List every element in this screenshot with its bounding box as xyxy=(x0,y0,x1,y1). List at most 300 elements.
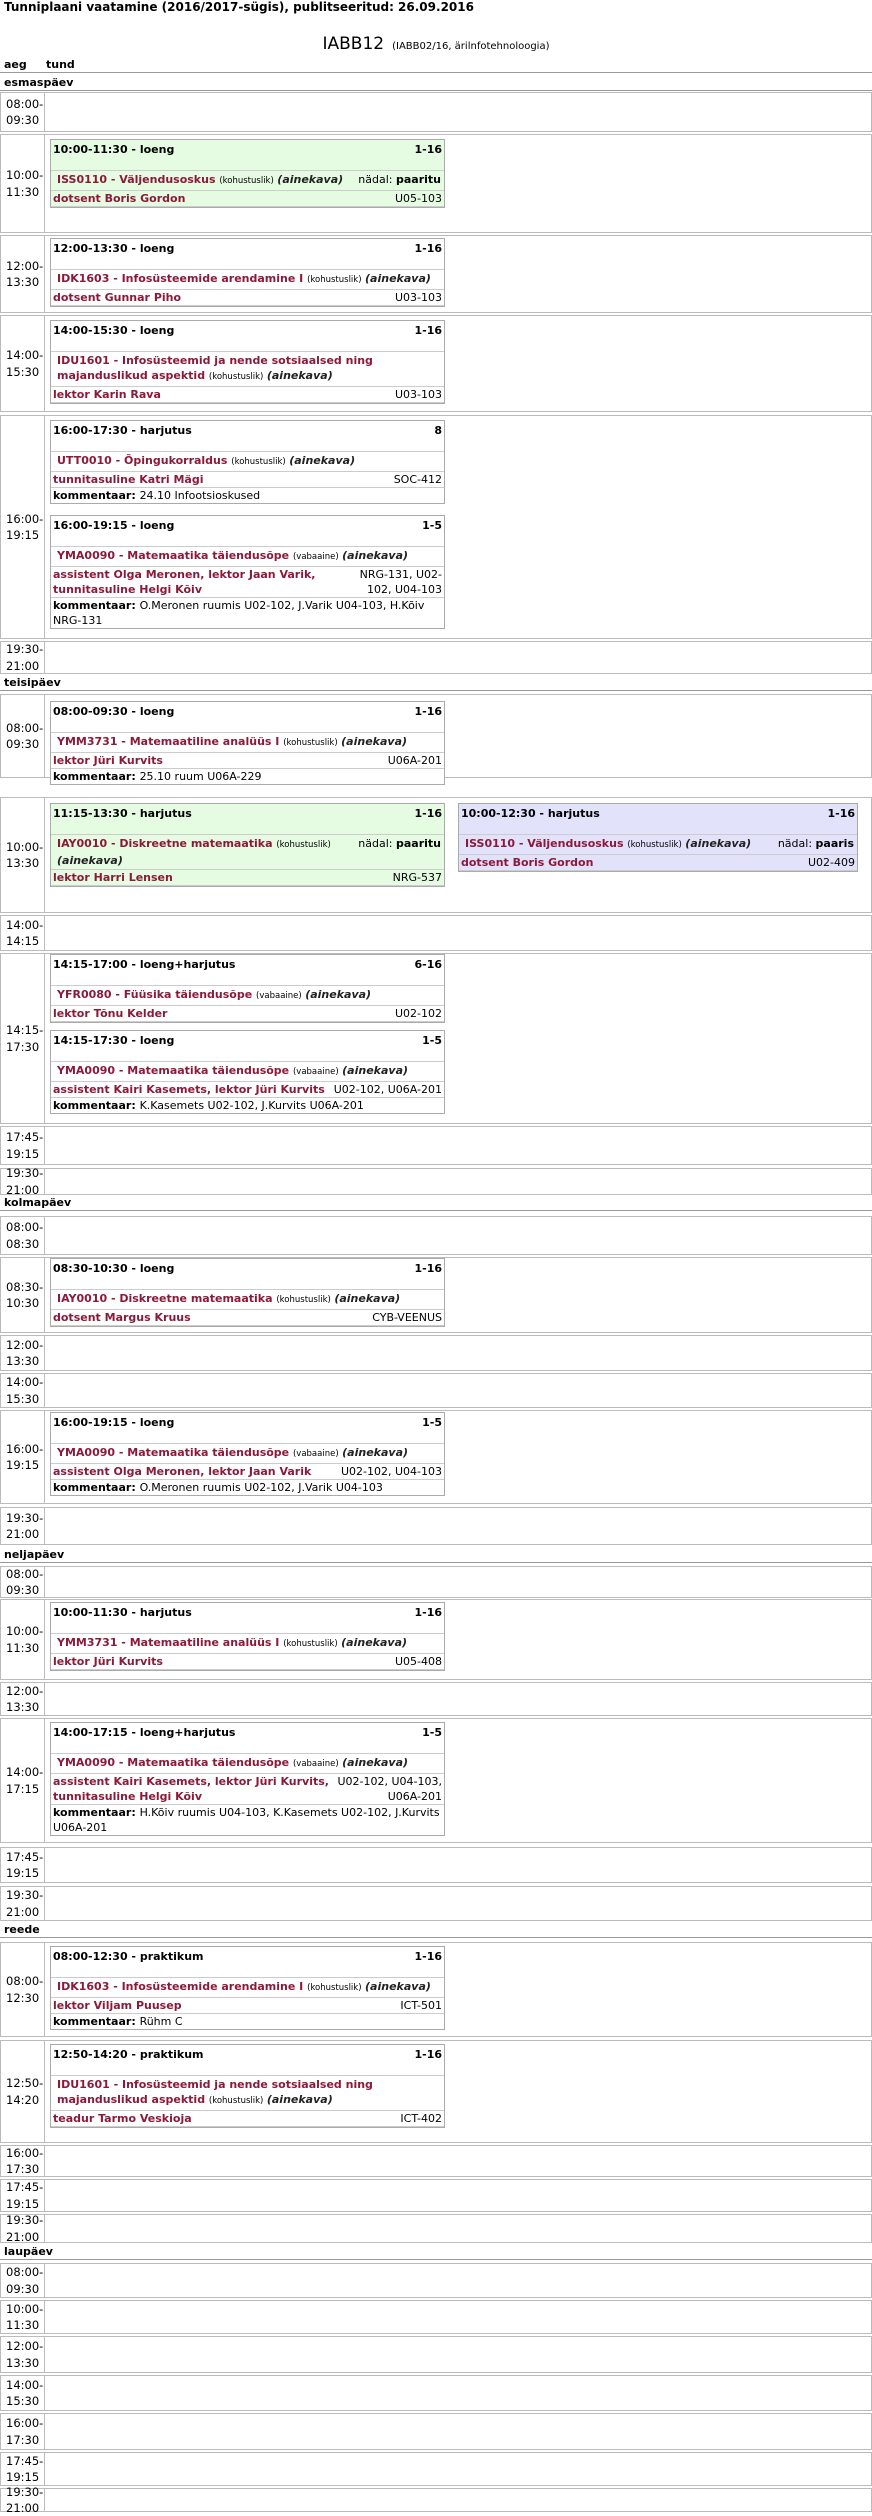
lesson-spacer xyxy=(51,1742,444,1754)
comment: kommentaar: O.Meronen ruumis U02-102, J.Varik U04-103, H.Kõiv NRG-131 xyxy=(53,599,425,627)
day-label-reede: reede xyxy=(4,1923,40,1936)
lesson-card[interactable] xyxy=(50,803,445,887)
time-slot xyxy=(0,915,872,951)
time-slot xyxy=(0,1216,872,1255)
curriculum-link[interactable]: (ainekava) xyxy=(334,1292,401,1305)
lesson-weeks: 1-16 xyxy=(414,2048,442,2061)
curriculum-link[interactable]: (ainekava) xyxy=(365,272,431,285)
week-label: nädal: xyxy=(358,173,396,186)
teacher-link[interactable]: tunnitasuline Katri Mägi xyxy=(53,473,204,486)
lesson-header xyxy=(51,1723,444,1742)
teacher-link[interactable]: dotsent Gunnar Piho xyxy=(53,291,182,304)
lesson-card[interactable] xyxy=(50,1602,445,1671)
lesson-time-type: 10:00-12:30 - harjutus xyxy=(461,807,600,820)
comment-label: kommentaar: xyxy=(53,599,140,612)
lesson-spacer xyxy=(51,1432,444,1444)
teacher-link[interactable]: lektor Viljam Puusep xyxy=(53,1999,182,2012)
slot-time-end: 11:30 xyxy=(6,184,40,199)
time-slot xyxy=(0,2214,872,2243)
slot-time-end: 19:15 xyxy=(6,1458,40,1472)
teacher-link[interactable]: lektor Harri Lensen xyxy=(53,871,173,884)
slot-time xyxy=(1,916,45,950)
slot-time xyxy=(1,1258,45,1332)
slot-time-start: 12:00- xyxy=(6,1683,44,1698)
lesson-time-type: 08:30-10:30 - loeng xyxy=(53,1262,175,1275)
lesson-weeks: 1-16 xyxy=(414,705,442,718)
day-divider xyxy=(0,1210,872,1211)
slot-time-end: 08:30 xyxy=(6,1236,40,1251)
teacher-row xyxy=(51,387,444,403)
subject-info xyxy=(57,1635,407,1652)
slot-time xyxy=(1,642,45,673)
teacher-link[interactable]: lektor Jüri Kurvits xyxy=(53,754,163,767)
subject-link[interactable]: YMA0090 - Matemaatika täiendusõpe xyxy=(57,1064,293,1077)
subject-row xyxy=(51,986,444,1006)
teacher-row xyxy=(51,567,444,598)
slot-time-end: 13:30 xyxy=(6,856,40,870)
time-slot xyxy=(0,2375,872,2411)
slot-time-end: 12:30 xyxy=(6,1990,40,2005)
lesson-spacer xyxy=(459,823,857,835)
slot-time-start: 19:30- xyxy=(6,1888,44,1903)
subject-info xyxy=(57,453,355,470)
slot-time xyxy=(1,2215,45,2242)
subject-row xyxy=(51,270,444,290)
group-heading xyxy=(0,34,872,55)
room-label: U02-409 xyxy=(807,856,855,869)
subject-info xyxy=(57,172,343,189)
subject-row xyxy=(51,547,444,567)
day-label-teisipäev: teisipäev xyxy=(4,676,61,689)
lesson-spacer xyxy=(51,1966,444,1978)
subject-link[interactable]: IDK1603 - Infosüsteemide arendamine I xyxy=(57,272,308,285)
room-label: U03-103 xyxy=(394,388,442,401)
slot-time-end: 13:30 xyxy=(6,1354,40,1368)
slot-time xyxy=(1,93,45,131)
lesson-spacer xyxy=(51,258,444,270)
subject-attribute: (kohustuslik) xyxy=(231,457,286,467)
lesson-time-type: 08:00-09:30 - loeng xyxy=(53,705,175,718)
curriculum-link[interactable]: (ainekava) xyxy=(289,454,356,467)
slot-time-start: 10:00- xyxy=(6,2301,44,2316)
lesson-card[interactable] xyxy=(458,803,858,872)
curriculum-link[interactable]: (ainekava) xyxy=(305,988,372,1001)
teacher-row xyxy=(51,290,444,306)
curriculum-link[interactable]: (ainekava) xyxy=(342,1446,409,1459)
time-slot xyxy=(0,1886,872,1921)
lesson-weeks: 1-16 xyxy=(414,324,442,337)
lesson-card[interactable] xyxy=(50,320,445,404)
subject-link[interactable]: ISS0110 - Väljendusoskus xyxy=(465,837,628,850)
lesson-weeks: 1-16 xyxy=(414,1606,442,1619)
subject-info xyxy=(57,1979,431,1996)
subject-info xyxy=(57,987,371,1004)
lesson-time-type: 14:00-15:30 - loeng xyxy=(53,324,175,337)
subject-info xyxy=(465,836,751,853)
subject-attribute: (kohustuslik) xyxy=(276,840,331,850)
subject-link[interactable]: UTT0010 - Õpingukorraldus xyxy=(57,454,232,467)
room-label: NRG-537 xyxy=(392,871,442,884)
lesson-header xyxy=(51,804,444,823)
teacher-link[interactable]: dotsent Margus Kruus xyxy=(53,1311,191,1324)
slot-time-end: 11:30 xyxy=(6,2318,40,2332)
slot-time-start: 16:00- xyxy=(6,2416,44,2431)
subject-attribute: (vabaaine) xyxy=(292,1449,339,1459)
slot-time-end: 13:30 xyxy=(6,2355,40,2370)
curriculum-link[interactable]: (ainekava) xyxy=(266,369,333,382)
lesson-weeks: 1-5 xyxy=(422,1034,442,1047)
slot-time xyxy=(1,236,45,312)
lesson-time-type: 14:15-17:30 - loeng xyxy=(53,1034,175,1047)
curriculum-link[interactable]: (ainekava) xyxy=(266,2093,333,2106)
time-slot xyxy=(0,1847,872,1883)
lesson-card[interactable] xyxy=(50,954,445,1023)
subject-link[interactable]: ISS0110 - Väljendusoskus xyxy=(57,173,220,186)
lesson-time-type: 16:00-19:15 - loeng xyxy=(53,1416,175,1429)
slot-time-start: 14:00- xyxy=(6,1375,44,1390)
lesson-spacer xyxy=(51,1050,444,1062)
comment-label: kommentaar: xyxy=(53,1806,140,1819)
subject-info xyxy=(57,271,431,288)
time-slot xyxy=(0,2452,872,2486)
room-label: U03-103 xyxy=(394,291,442,304)
slot-time-end: 19:15 xyxy=(6,2470,40,2484)
time-slot xyxy=(0,2484,872,2515)
lesson-time-type: 10:00-11:30 - harjutus xyxy=(53,1606,192,1619)
slot-time-start: 08:00- xyxy=(6,1220,44,1235)
comment: kommentaar: 25.10 ruum U06A-229 xyxy=(53,770,262,783)
teacher-row xyxy=(51,1774,444,1805)
day-divider xyxy=(0,1937,872,1938)
subject-info xyxy=(57,353,441,385)
lesson-card[interactable] xyxy=(50,139,445,208)
slot-time xyxy=(1,2337,45,2372)
subject-attribute: (vabaaine) xyxy=(292,552,339,562)
lesson-spacer xyxy=(51,159,444,171)
subject-link[interactable]: YMA0090 - Matemaatika täiendusõpe xyxy=(57,1756,293,1769)
teacher-link[interactable]: assistent Kairi Kasemets, lektor Jüri Kurvits, tunnitasuline Helgi Kõiv xyxy=(53,1775,329,1803)
lesson-card[interactable] xyxy=(50,420,445,504)
slot-time xyxy=(1,2453,45,2485)
lesson-card[interactable] xyxy=(50,1258,445,1327)
lesson-card[interactable] xyxy=(50,1412,445,1496)
subject-attribute: (kohustuslik) xyxy=(219,176,274,186)
slot-time xyxy=(1,798,45,912)
subject-link[interactable]: YMA0090 - Matemaatika täiendusõpe xyxy=(57,549,293,562)
slot-time xyxy=(1,2376,45,2410)
comment: kommentaar: O.Meronen ruumis U02-102, J.Varik U04-103 xyxy=(53,1481,383,1494)
slot-time-start: 10:00- xyxy=(6,839,44,854)
subject-link[interactable]: YMA0090 - Matemaatika täiendusõpe xyxy=(57,1446,293,1459)
room-label: U02-102 xyxy=(394,1007,442,1020)
teacher-row xyxy=(51,472,444,488)
lesson-weeks: 1-16 xyxy=(414,1950,442,1963)
header-divider xyxy=(0,72,872,73)
teacher-link[interactable]: lektor Karin Rava xyxy=(53,388,161,401)
slot-time-start: 14:15- xyxy=(6,1023,44,1038)
slot-time-end: 19:15 xyxy=(6,2196,40,2211)
lesson-header xyxy=(51,1603,444,1622)
lesson-spacer xyxy=(51,2064,444,2076)
teacher-link[interactable]: teadur Tarmo Veskioja xyxy=(53,2112,192,2125)
day-divider xyxy=(0,90,872,91)
time-slot xyxy=(0,1507,872,1545)
slot-time xyxy=(1,1567,45,1597)
teacher-row xyxy=(51,191,444,207)
lesson-weeks: 8 xyxy=(434,424,442,437)
subject-row xyxy=(51,1290,444,1310)
lesson-spacer xyxy=(51,823,444,835)
teacher-row xyxy=(51,753,444,769)
lesson-card[interactable] xyxy=(50,701,445,785)
lesson-time-type: 11:15-13:30 - harjutus xyxy=(53,807,192,820)
day-divider xyxy=(0,1562,872,1563)
curriculum-link[interactable]: (ainekava) xyxy=(277,173,344,186)
subject-info xyxy=(57,1755,408,1772)
time-slot xyxy=(0,2413,872,2450)
slot-time-start: 16:00- xyxy=(6,2145,44,2160)
slot-time xyxy=(1,1719,45,1842)
comment: kommentaar: K.Kasemets U02-102, J.Kurvits U06A-201 xyxy=(53,1099,364,1112)
room-label: U02-102, U04-103 xyxy=(340,1465,442,1478)
day-label-laupäev: laupäev xyxy=(4,2245,53,2258)
comment: kommentaar: Rühm C xyxy=(53,2015,183,2028)
lesson-header xyxy=(51,1031,444,1050)
subject-link[interactable]: IDU1601 - Infosüsteemid ja nende sotsiaalsed ning majanduslikud aspektid xyxy=(57,2078,373,2106)
lesson-card[interactable] xyxy=(50,2044,445,2128)
subject-row xyxy=(51,733,444,753)
comment: kommentaar: 24.10 Infootsioskused xyxy=(53,489,261,502)
slot-time-end: 15:30 xyxy=(6,364,40,379)
lesson-header xyxy=(51,321,444,340)
comment-label: kommentaar: xyxy=(53,1099,140,1112)
lesson-time-type: 16:00-17:30 - harjutus xyxy=(53,424,192,437)
subject-attribute: (kohustuslik) xyxy=(208,372,264,382)
lesson-time-type: 12:50-14:20 - praktikum xyxy=(53,2048,204,2061)
subject-link[interactable]: YFR0080 - Füüsika täiendusõpe xyxy=(57,988,257,1001)
day-label-kolmapäev: kolmapäev xyxy=(4,1196,72,1209)
slot-time xyxy=(1,1217,45,1254)
slot-time-end: 21:00 xyxy=(6,2501,40,2515)
lesson-spacer xyxy=(51,974,444,986)
teacher-link[interactable]: assistent Olga Meronen, lektor Jaan Varik xyxy=(53,1465,312,1478)
lesson-time-type: 16:00-19:15 - loeng xyxy=(53,519,175,532)
subject-attribute: (kohustuslik) xyxy=(307,1983,362,1993)
slot-time xyxy=(1,695,45,777)
slot-time-start: 08:00- xyxy=(6,1566,44,1581)
time-slot xyxy=(0,2300,872,2334)
teacher-row xyxy=(51,870,444,886)
room-label: NRG-131, U02-102, U04-103 xyxy=(359,568,442,596)
subject-row xyxy=(51,352,444,387)
slot-time-start: 14:00- xyxy=(6,2377,44,2392)
slot-time-start: 14:00- xyxy=(6,1765,44,1780)
slot-time xyxy=(1,1848,45,1882)
slot-time xyxy=(1,2301,45,2333)
time-slot xyxy=(0,1566,872,1598)
week-parity xyxy=(352,172,441,187)
teacher-row xyxy=(51,1654,444,1670)
subject-row xyxy=(51,1754,444,1774)
teacher-link[interactable]: dotsent Boris Gordon xyxy=(461,856,594,869)
week-parity xyxy=(772,836,854,851)
lesson-card[interactable] xyxy=(50,1030,445,1114)
slot-time xyxy=(1,2180,45,2211)
slot-time xyxy=(1,316,45,411)
column-header-lesson: tund xyxy=(46,58,75,71)
slot-time-end: 17:15 xyxy=(6,1781,40,1796)
slot-time-end: 21:00 xyxy=(6,658,40,673)
slot-time-start: 19:30- xyxy=(6,1510,44,1525)
subject-link[interactable]: IDK1603 - Infosüsteemide arendamine I xyxy=(57,1980,308,1993)
week-label: nädal: xyxy=(777,837,816,850)
slot-time xyxy=(1,954,45,1123)
slot-time xyxy=(1,1127,45,1164)
slot-time-start: 16:00- xyxy=(6,511,44,526)
lesson-spacer xyxy=(51,721,444,733)
lesson-card[interactable] xyxy=(50,515,445,629)
subject-info xyxy=(57,1445,408,1462)
time-slot xyxy=(0,2145,872,2177)
week-value: paaritu xyxy=(395,173,441,186)
slot-time-start: 08:00- xyxy=(6,1974,44,1989)
teacher-link[interactable]: lektor Jüri Kurvits xyxy=(53,1655,163,1668)
subject-info xyxy=(57,548,408,565)
curriculum-link[interactable]: (ainekava) xyxy=(342,549,409,562)
slot-time-start: 17:45- xyxy=(6,2453,44,2468)
teacher-link[interactable]: lektor Tõnu Kelder xyxy=(53,1007,168,1020)
lesson-weeks: 1-16 xyxy=(414,143,442,156)
slot-time xyxy=(1,2264,45,2297)
teacher-row xyxy=(51,1082,444,1098)
slot-time-end: 10:30 xyxy=(6,1296,40,1310)
day-divider xyxy=(0,2259,872,2260)
lesson-spacer xyxy=(51,340,444,352)
slot-time-start: 12:00- xyxy=(6,1337,44,1352)
curriculum-link[interactable]: (ainekava) xyxy=(341,1636,408,1649)
subject-row xyxy=(51,835,444,870)
slot-time-start: 10:00- xyxy=(6,168,44,183)
slot-time-end: 17:30 xyxy=(6,2162,40,2176)
curriculum-link[interactable]: (ainekava) xyxy=(57,854,123,867)
subject-attribute: (vabaaine) xyxy=(292,1067,339,1077)
room-label: CYB-VEENUS xyxy=(372,1311,442,1324)
day-label-esmaspäev: esmaspäev xyxy=(4,76,74,89)
lesson-weeks: 1-16 xyxy=(827,807,855,820)
teacher-link[interactable]: dotsent Boris Gordon xyxy=(53,192,186,205)
subject-link[interactable]: IAY0010 - Diskreetne matemaatika xyxy=(57,1292,277,1305)
lesson-header xyxy=(459,804,857,823)
slot-time-end: 19:15 xyxy=(6,1866,40,1880)
slot-time-start: 10:00- xyxy=(6,1624,44,1639)
room-label: ICT-402 xyxy=(400,2112,442,2125)
lesson-time-type: 14:00-17:15 - loeng+harjutus xyxy=(53,1726,236,1739)
subject-info xyxy=(57,1063,408,1080)
slot-time-start: 12:00- xyxy=(6,2339,44,2354)
comment-label: kommentaar: xyxy=(53,489,140,502)
lesson-card[interactable] xyxy=(50,1722,445,1836)
time-slot xyxy=(0,1168,872,1195)
week-value: paaritu xyxy=(395,837,441,850)
lesson-header xyxy=(51,140,444,159)
week-parity xyxy=(352,836,441,851)
slot-time-end: 21:00 xyxy=(6,1904,40,1919)
room-label: U02-102, U06A-201 xyxy=(333,1083,442,1096)
time-slot xyxy=(0,641,872,674)
lesson-header xyxy=(51,2045,444,2064)
lesson-header xyxy=(51,955,444,974)
slot-time-end: 17:30 xyxy=(6,1039,40,1054)
slot-time-start: 19:30- xyxy=(6,2484,44,2499)
subject-info xyxy=(57,836,352,868)
lesson-card[interactable] xyxy=(50,1946,445,2030)
room-label: U05-408 xyxy=(394,1655,442,1668)
subject-row xyxy=(51,1634,444,1654)
curriculum-link[interactable]: (ainekava) xyxy=(685,837,752,850)
curriculum-link[interactable]: (ainekava) xyxy=(341,735,408,748)
subject-row xyxy=(459,835,857,855)
slot-time xyxy=(1,2041,45,2142)
subject-info xyxy=(57,2077,441,2109)
lesson-time-type: 10:00-11:30 - loeng xyxy=(53,143,175,156)
subject-attribute: (kohustuslik) xyxy=(283,738,338,748)
lesson-weeks: 1-5 xyxy=(422,1416,442,1429)
teacher-link[interactable]: assistent Olga Meronen, lektor Jaan Varik, tunnitasuline Helgi Kõiv xyxy=(53,568,316,596)
slot-time xyxy=(1,1508,45,1544)
lesson-card[interactable] xyxy=(50,238,445,307)
slot-time-start: 12:50- xyxy=(6,2076,44,2091)
slot-time-end: 09:30 xyxy=(6,737,40,751)
time-slot xyxy=(0,1126,872,1165)
slot-time-start: 17:45- xyxy=(6,1130,44,1145)
room-label: SOC-412 xyxy=(393,473,442,486)
subject-attribute: (vabaaine) xyxy=(292,1759,339,1769)
teacher-link[interactable]: assistent Kairi Kasemets, lektor Jüri Kurvits xyxy=(53,1083,325,1096)
room-label: U05-103 xyxy=(394,192,442,205)
lesson-weeks: 1-5 xyxy=(422,519,442,532)
lesson-spacer xyxy=(51,1278,444,1290)
column-header-time: aeg xyxy=(4,58,27,71)
slot-time-end: 11:30 xyxy=(6,1640,40,1655)
subject-row xyxy=(51,452,444,472)
subject-link[interactable]: YMM3731 - Matemaatiline analüüs I xyxy=(57,735,284,748)
time-slot xyxy=(0,1373,872,1408)
slot-time-start: 19:30- xyxy=(6,1166,44,1181)
subject-link[interactable]: YMM3731 - Matemaatiline analüüs I xyxy=(57,1636,284,1649)
subject-row xyxy=(51,171,444,191)
subject-link[interactable]: IAY0010 - Diskreetne matemaatika xyxy=(57,837,277,850)
slot-time-start: 17:45- xyxy=(6,2180,44,2195)
comment-label: kommentaar: xyxy=(53,2015,140,2028)
subject-attribute: (kohustuslik) xyxy=(208,2096,264,2106)
slot-time-end: 14:15 xyxy=(6,934,40,948)
lesson-header xyxy=(51,1413,444,1432)
slot-time-end: 13:30 xyxy=(6,1700,40,1714)
subject-link[interactable]: IDU1601 - Infosüsteemid ja nende sotsiaalsed ning majanduslikud aspektid xyxy=(57,354,373,382)
curriculum-link[interactable]: (ainekava) xyxy=(342,1756,409,1769)
curriculum-link[interactable]: (ainekava) xyxy=(342,1064,409,1077)
time-slot xyxy=(0,92,872,132)
curriculum-link[interactable]: (ainekava) xyxy=(365,1980,431,1993)
slot-time-start: 17:45- xyxy=(6,1849,44,1864)
subject-row xyxy=(51,1444,444,1464)
slot-time xyxy=(1,416,45,638)
subject-attribute: (kohustuslik) xyxy=(276,1295,331,1305)
slot-time-end: 15:30 xyxy=(6,2394,40,2408)
week-label: nädal: xyxy=(358,837,396,850)
subject-info xyxy=(57,734,407,751)
time-slot xyxy=(0,1335,872,1371)
